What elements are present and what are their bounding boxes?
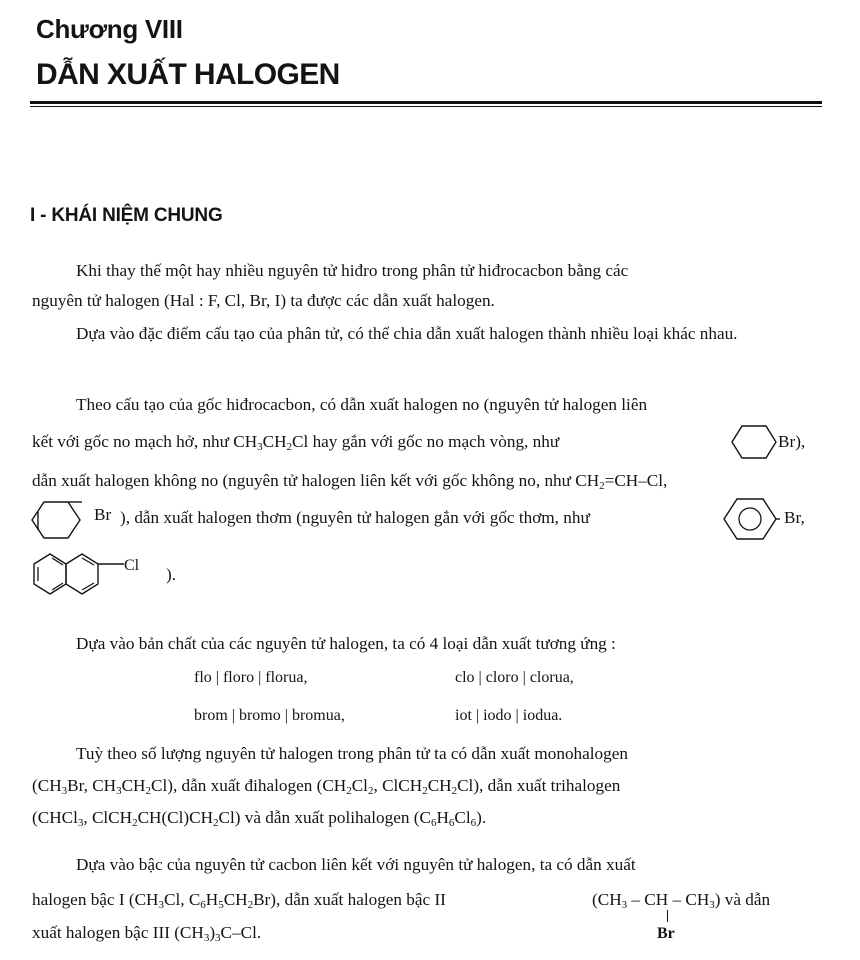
subscript: 3: [709, 899, 715, 911]
text-fragment: ).: [476, 808, 487, 827]
cyclohexane-ring-icon: [730, 424, 778, 460]
paragraph-3-line-5a: Cl: [124, 557, 140, 574]
text-fragment: Cl, C: [163, 890, 201, 909]
paragraph-6-line-3: [32, 918, 261, 948]
paragraph-3-line-4a: Br: [94, 505, 112, 524]
text-fragment: kết với gốc no mạch hở, như: [32, 432, 234, 451]
text-fragment: Cl: [454, 808, 471, 827]
subscript: 2: [132, 817, 138, 829]
text-fragment: , ClCH: [83, 808, 133, 827]
subscript: 3: [77, 817, 84, 829]
paragraph-5-line-1: Tuỳ theo số lượng nguyên tử halogen trong phân tử ta có dẫn xuất monohalogen: [76, 744, 628, 763]
text-fragment: CH: [427, 776, 452, 795]
text-fragment: dẫn xuất halogen không no (nguyên tử halogen liên kết với gốc không no, như: [32, 471, 576, 490]
formula-ch2: [575, 471, 604, 490]
subscript: 3: [215, 932, 221, 944]
text-fragment: halogen bậc I (CH: [32, 890, 159, 909]
subscript: 2: [367, 785, 374, 797]
text-fragment: Br, CH: [67, 776, 117, 795]
paragraph-1-line-2: nguyên tử halogen (Hal : F, Cl, Br, I) ta được các dẫn xuất halogen.: [32, 291, 495, 310]
secondary-bromide-formula: [592, 885, 770, 915]
benzene-ring-icon: [722, 496, 780, 542]
text-fragment: (CHCl: [32, 808, 78, 827]
paragraph-3-line-3: [32, 466, 822, 496]
text-fragment: H: [436, 808, 449, 827]
subscript: 2: [346, 785, 352, 797]
text-fragment: =CH–Cl,: [604, 471, 668, 490]
formula-part: CH: [262, 432, 287, 451]
formula-part: CH: [575, 471, 600, 490]
subscript: 5: [218, 899, 224, 911]
subscript: 2: [422, 785, 428, 797]
subscript: 2: [599, 480, 605, 492]
paragraph-3-line-5b: ).: [166, 565, 177, 584]
paragraph-2: Dựa vào đặc điểm cấu tạo của phân tử, có thể chia dẫn xuất halogen thành nhiều loại khác nhau.: [76, 324, 738, 343]
text-fragment: Cl), dẫn xuất đihalogen (CH: [150, 776, 347, 795]
subscript: 6: [430, 817, 437, 829]
halogen-type-bromo: brom | bromo | bromua,: [194, 707, 345, 724]
halogen-type-fluoro: flo | floro | florua,: [194, 669, 308, 686]
paragraph-5-line-3: [32, 803, 486, 833]
text-fragment: Cl) và dẫn xuất polihalogen (C: [218, 808, 431, 827]
paragraph-3-line-2-end: Br),: [778, 432, 806, 451]
text-fragment: C–Cl.: [220, 923, 262, 942]
text-fragment: , ClCH: [373, 776, 423, 795]
text-fragment: – CH – CH: [627, 890, 710, 909]
naphthalene-ring-icon: [30, 548, 138, 604]
formula-part: Cl: [292, 432, 309, 451]
text-fragment: CH(Cl)CH: [137, 808, 214, 827]
paragraph-3-line-1: Theo cấu tạo của gốc hiđrocacbon, có dẫn xuất halogen no (nguyên tử halogen liên: [76, 395, 648, 414]
chapter-label: Chương VIII: [36, 14, 183, 44]
paragraph-1-line-1: Khi thay thế một hay nhiều nguyên tử hiđro trong phân tử hiđrocacbon bằng các: [76, 261, 629, 280]
text-fragment: (CH: [592, 890, 622, 909]
subscript: 2: [247, 899, 254, 911]
text-fragment: ) và dẫn: [714, 890, 771, 909]
subscript: 3: [257, 441, 263, 453]
text-fragment: (CH: [32, 776, 62, 795]
subscript: 6: [200, 899, 206, 911]
section-heading: I - KHÁI NIỆM CHUNG: [30, 205, 223, 226]
cyclohexene-ring-icon: [30, 498, 82, 542]
subscript: 2: [145, 785, 151, 797]
text-fragment: Br), dẫn xuất halogen bậc II: [253, 890, 446, 909]
halogen-type-iodo: iot | iodo | iodua.: [455, 707, 563, 724]
paragraph-3-line-2: [32, 427, 559, 457]
subscript: 3: [621, 899, 628, 911]
formula-ch3ch2cl: [233, 432, 308, 451]
text-fragment: Cl), dẫn xuất trihalogen: [457, 776, 621, 795]
bond-line: [667, 910, 668, 922]
paragraph-3-line-4c: Br,: [784, 508, 805, 527]
text-fragment: CH: [223, 890, 248, 909]
paragraph-6-line-1: Dựa vào bậc của nguyên tử cacbon liên kết với nguyên tử halogen, ta có dẫn xuất: [76, 855, 636, 874]
subscript: 2: [213, 817, 219, 829]
text-fragment: ): [209, 923, 216, 942]
formula-part: CH: [233, 432, 258, 451]
subscript: 2: [451, 785, 458, 797]
text-fragment: xuất halogen bậc III (CH: [32, 923, 204, 942]
subscript: 6: [448, 817, 455, 829]
chapter-title: DẪN XUẤT HALOGEN: [36, 58, 340, 91]
text-fragment: H: [205, 890, 219, 909]
halogen-type-chloro: clo | cloro | clorua,: [455, 669, 574, 686]
paragraph-6-line-2: [32, 885, 446, 915]
bromine-substituent: Br: [657, 925, 675, 942]
subscript: 3: [61, 785, 68, 797]
subscript: 3: [203, 932, 210, 944]
text-fragment: hay gắn với gốc no mạch vòng, như: [308, 432, 560, 451]
text-fragment: CH: [121, 776, 146, 795]
header-rule-thin: [30, 106, 822, 107]
subscript: 3: [158, 899, 164, 911]
subscript: 6: [470, 817, 477, 829]
header-rule: [30, 101, 822, 104]
paragraph-5-line-2: [32, 771, 620, 801]
subscript: 2: [286, 441, 293, 453]
paragraph-4: Dựa vào bản chất của các nguyên tử halogen, ta có 4 loại dẫn xuất tương ứng :: [76, 634, 616, 653]
text-fragment: Cl: [351, 776, 368, 795]
subscript: 3: [116, 785, 122, 797]
paragraph-3-line-4b: ), dẫn xuất halogen thơm (nguyên tử halogen gắn với gốc thơm, như: [120, 508, 590, 527]
